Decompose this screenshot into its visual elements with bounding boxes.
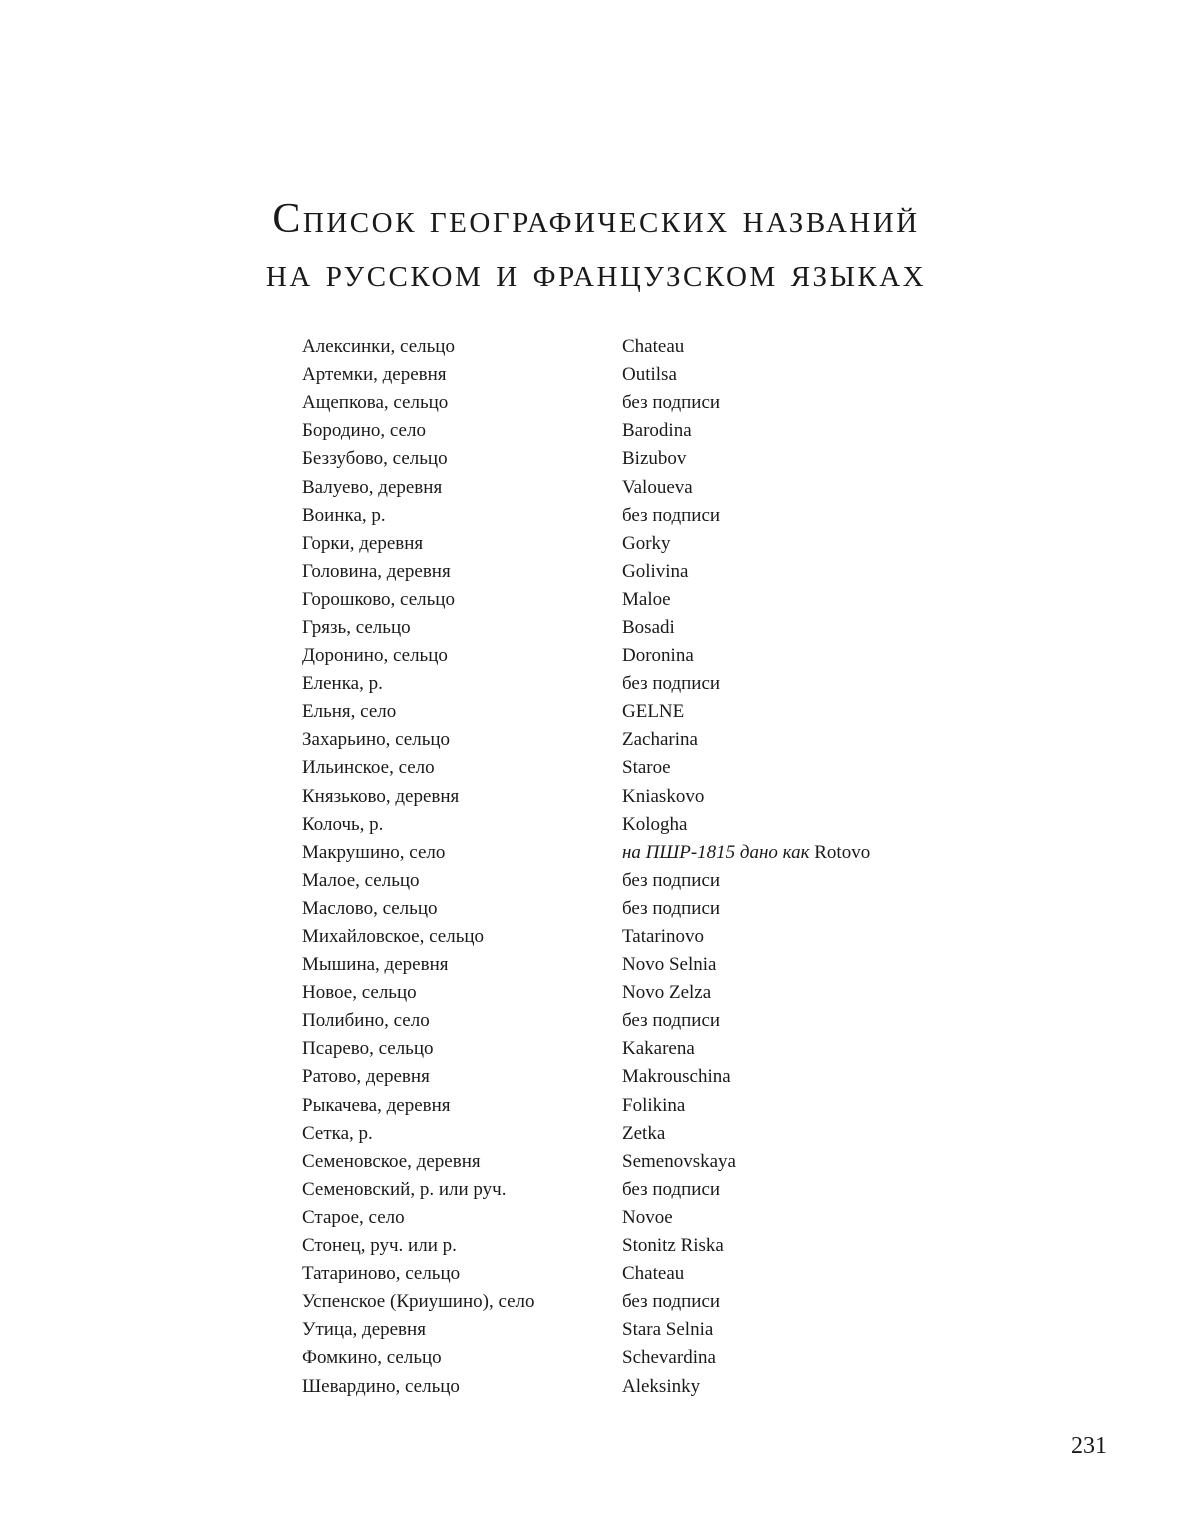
french-name-cell [622,420,1062,442]
french-name: Gorky [622,532,671,554]
list-item [302,839,1062,867]
french-name-cell [622,561,1062,583]
french-name: Chateau [622,1263,685,1285]
french-name: Bizubov [622,448,687,470]
french-name-cell [622,533,1062,555]
list-item [302,1372,1062,1400]
russian-name: Мышина, деревня [302,954,449,976]
russian-name: Маслово, сельцо [302,897,438,919]
list-item [302,1063,1062,1091]
french-name-cell [622,729,1062,751]
russian-name: Артемки, деревня [302,364,447,386]
french-name: Chateau [622,336,685,358]
russian-name: Бородино, село [302,420,426,442]
russian-name: Князьково, деревня [302,785,460,807]
french-name: Semenovskaya [622,1150,736,1172]
russian-name: Ильинское, село [302,757,435,779]
russian-name: Алексинки, сельцо [302,336,455,358]
russian-name: Ащепкова, сельцо [302,392,449,414]
russian-name: Воинка, р. [302,504,386,526]
list-item [302,923,1062,951]
russian-name: Шевардино, сельцо [302,1375,460,1397]
french-name-cell [622,926,1062,948]
french-name: Makrouschina [622,1066,731,1088]
russian-name: Татариново, сельцо [302,1263,461,1285]
french-name-cell [622,1151,1062,1173]
french-name-cell [622,1376,1062,1398]
french-name: Stara Selnia [622,1319,714,1341]
list-item [302,1260,1062,1288]
french-name: без подписи [622,1178,721,1200]
french-name-cell [622,842,1062,864]
list-item [302,895,1062,923]
place-name-list [302,333,1062,1401]
list-item [302,1316,1062,1344]
french-name: GELNE [622,701,685,723]
list-item [302,1007,1062,1035]
french-name: Kniaskovo [622,785,705,807]
russian-name: Утица, деревня [302,1319,426,1341]
french-name-cell [622,898,1062,920]
french-name: Stonitz Riska [622,1235,724,1257]
french-name: Kologha [622,813,688,835]
french-name: без подписи [622,1010,721,1032]
french-name: Valoueva [622,476,693,498]
russian-name: Рыкачева, деревня [302,1094,451,1116]
list-item [302,642,1062,670]
russian-name: Семеновское, деревня [302,1150,481,1172]
french-name: без подписи [622,392,721,414]
list-item [302,417,1062,445]
list-item [302,502,1062,530]
french-name-cell [622,364,1062,386]
russian-name: Беззубово, сельцо [302,448,448,470]
french-name-cell [622,814,1062,836]
french-name-cell [622,701,1062,723]
french-name: Novo Selnia [622,954,717,976]
list-item [302,1148,1062,1176]
french-name-cell [622,589,1062,611]
russian-name: Семеновский, р. или руч. [302,1178,507,1200]
french-name-cell [622,1207,1062,1229]
list-item [302,979,1062,1007]
french-name-cell [622,673,1062,695]
french-name-cell [622,1179,1062,1201]
russian-name: Старое, село [302,1206,405,1228]
french-name-cell [622,477,1062,499]
french-name-cell [622,1235,1062,1257]
french-name-cell [622,392,1062,414]
list-item [302,445,1062,473]
french-name: Rotovo [814,841,871,863]
russian-name: Стонец, руч. или р. [302,1235,457,1257]
russian-name: Михайловское, сельцо [302,926,485,948]
russian-name: Новое, сельцо [302,982,417,1004]
french-name: Schevardina [622,1347,716,1369]
source-note: на ПШР-1815 дано как [622,841,810,863]
french-name-cell [622,1291,1062,1313]
list-item [302,1288,1062,1316]
list-item [302,530,1062,558]
french-name: Novo Zelza [622,982,712,1004]
list-item [302,361,1062,389]
french-name: Outilsa [622,364,677,386]
list-item [302,1120,1062,1148]
title-line-2: на русском и французском языках [265,250,927,296]
russian-name: Макрушино, село [302,841,446,863]
french-name-cell [622,982,1062,1004]
russian-name: Захарьино, сельцо [302,729,451,751]
russian-name: Грязь, сельцо [302,616,411,638]
french-name: Zetka [622,1122,666,1144]
french-name-cell [622,1038,1062,1060]
french-name: Aleksinky [622,1375,701,1397]
french-name-cell [622,617,1062,639]
french-name-cell [622,1010,1062,1032]
russian-name: Валуево, деревня [302,476,443,498]
french-name-cell [622,954,1062,976]
french-name-cell [622,1066,1062,1088]
french-name: Barodina [622,420,692,442]
russian-name: Фомкино, сельцо [302,1347,442,1369]
russian-name: Псарево, сельцо [302,1038,434,1060]
russian-name: Еленка, р. [302,673,383,695]
russian-name: Горки, деревня [302,532,424,554]
french-name: без подписи [622,869,721,891]
french-name: Tatarinovo [622,926,705,948]
list-item [302,1344,1062,1372]
french-name-cell [622,786,1062,808]
french-name-cell [622,336,1062,358]
french-name-cell [622,870,1062,892]
russian-name: Малое, сельцо [302,869,420,891]
french-name-cell [622,1123,1062,1145]
page-title [0,192,1200,300]
russian-name: Головина, деревня [302,560,451,582]
french-name: Staroe [622,757,671,779]
list-item [302,389,1062,417]
russian-name: Горошково, сельцо [302,588,455,610]
french-name: без подписи [622,897,721,919]
title-line-1: Список географических названий [272,196,920,242]
french-name-cell [622,505,1062,527]
list-item [302,670,1062,698]
french-name-cell [622,757,1062,779]
list-item [302,1232,1062,1260]
russian-name: Ельня, село [302,701,397,723]
french-name: Novoe [622,1206,673,1228]
list-item [302,1035,1062,1063]
list-item [302,586,1062,614]
french-name-cell [622,1347,1062,1369]
list-item [302,783,1062,811]
french-name-cell [622,448,1062,470]
french-name-cell [622,1095,1062,1117]
russian-name: Колочь, р. [302,813,384,835]
russian-name: Ратово, деревня [302,1066,430,1088]
list-item [302,558,1062,586]
russian-name: Сетка, р. [302,1122,373,1144]
french-name: Maloe [622,588,671,610]
french-name: Zacharina [622,729,698,751]
list-item [302,698,1062,726]
list-item [302,951,1062,979]
list-item [302,867,1062,895]
list-item [302,1092,1062,1120]
russian-name: Доронино, сельцо [302,645,448,667]
french-name: Kakarena [622,1038,695,1060]
list-item [302,473,1062,501]
list-item [302,726,1062,754]
french-name: без подписи [622,673,721,695]
french-name: без подписи [622,1291,721,1313]
russian-name: Полибино, село [302,1010,430,1032]
russian-name: Успенское (Криушино), село [302,1291,535,1313]
french-name-cell [622,645,1062,667]
list-item [302,754,1062,782]
french-name: Doronina [622,645,694,667]
french-name: Bosadi [622,616,675,638]
list-item [302,333,1062,361]
list-item [302,811,1062,839]
french-name: без подписи [622,504,721,526]
french-name: Golivina [622,560,689,582]
list-item [302,1176,1062,1204]
french-name-cell [622,1319,1062,1341]
french-name: Folikina [622,1094,686,1116]
list-item [302,1204,1062,1232]
french-name-cell [622,1263,1062,1285]
page-number: 231 [1071,1433,1107,1459]
list-item [302,614,1062,642]
